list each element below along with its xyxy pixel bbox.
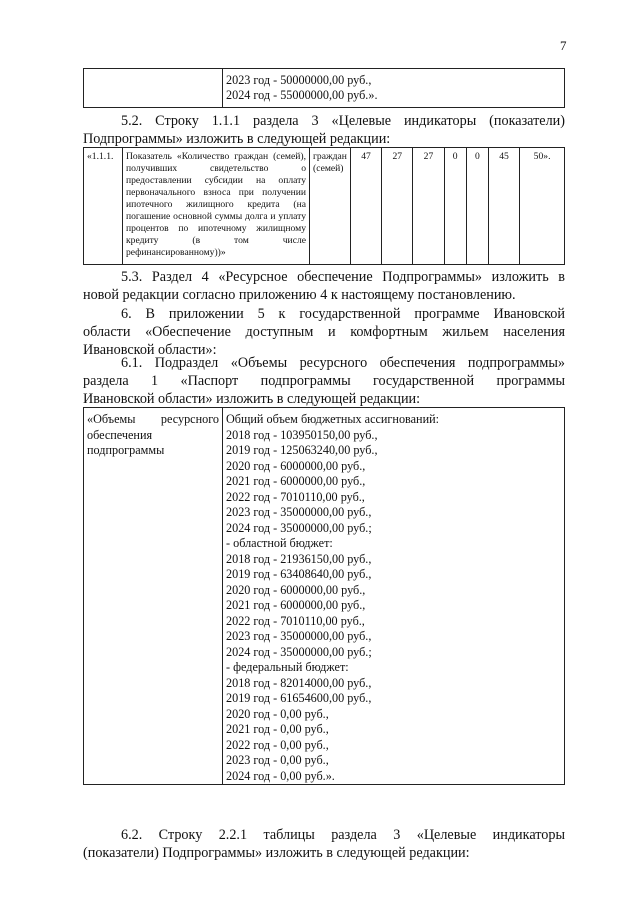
- indicator-value: 47: [350, 148, 381, 265]
- resource-line: 2018 год - 21936150,00 руб.,: [226, 551, 372, 566]
- page-number: 7: [560, 38, 567, 53]
- paragraph-line: 6.2. Строку 2.2.1 таблицы раздела 3 «Целевые индикаторы: [121, 827, 565, 843]
- indicator-table: [83, 147, 565, 265]
- resource-line: 2023 год - 0,00 руб.,: [226, 753, 329, 767]
- paragraph-line: Подпрограммы» изложить в следующей редакции:: [83, 131, 391, 147]
- indicator-value: 27: [413, 148, 444, 265]
- paragraph-line: 5.3. Раздел 4 «Ресурсное обеспечение Подпрограммы» изложить в: [121, 269, 565, 285]
- resource-line: 2023 год - 35000000,00 руб.,: [226, 629, 372, 643]
- resource-line: 2023 год - 35000000,00 руб.,: [226, 505, 372, 519]
- paragraph-line: Ивановской области» изложить в следующей редакции:: [83, 391, 421, 407]
- resource-line: 2024 год - 0,00 руб.».: [226, 768, 335, 783]
- empty-label-cell: [84, 69, 223, 108]
- paragraph-line: Ивановской области»:: [83, 342, 217, 358]
- label-line: обеспечения: [87, 427, 153, 442]
- resource-line: 2019 год - 61654600,00 руб.,: [226, 691, 372, 705]
- resource-line: 2021 год - 6000000,00 руб.,: [226, 598, 366, 612]
- resource-line: 2018 год - 103950150,00 руб.,: [226, 427, 378, 442]
- resource-line: Общий объем бюджетных ассигнований:: [226, 412, 439, 426]
- paragraph-line: области «Обеспечение доступным и комфортным жильем населения: [83, 324, 565, 340]
- resource-line: 2022 год - 0,00 руб.,: [226, 737, 329, 752]
- paragraph-6: [83, 305, 565, 359]
- resource-line: 2024 год - 35000000,00 руб.;: [226, 520, 372, 535]
- resource-line: 2019 год - 125063240,00 руб.,: [226, 443, 378, 457]
- indicator-value: 50».: [520, 148, 565, 265]
- indicator-value: 45: [488, 148, 519, 265]
- indicator-unit: граждан (семей): [310, 148, 351, 265]
- resource-line: 2018 год - 82014000,00 руб.,: [226, 675, 372, 690]
- indicator-value: 0: [466, 148, 488, 265]
- resource-line: 2022 год - 7010110,00 руб.,: [226, 613, 365, 628]
- resource-line: 2020 год - 0,00 руб.,: [226, 706, 329, 721]
- paragraph-line: 6.1. Подраздел «Объемы ресурсного обеспечения подпрограммы»: [121, 355, 565, 371]
- resource-label: [84, 408, 223, 785]
- table-row: [84, 408, 565, 785]
- paragraph-line: (показатели) Подпрограммы» изложить в следующей редакции:: [83, 845, 470, 861]
- resource-line: 2021 год - 6000000,00 руб.,: [226, 474, 366, 488]
- paragraph-6-2: [83, 826, 565, 862]
- financing-cell: [223, 69, 565, 108]
- resource-line: 2024 год - 35000000,00 руб.;: [226, 644, 372, 659]
- paragraph-line: 6. В приложении 5 к государственной программе Ивановской: [121, 306, 565, 322]
- resource-line: 2022 год - 7010110,00 руб.,: [226, 489, 365, 504]
- indicator-number: «1.1.1.: [84, 148, 123, 265]
- indicator-value: 27: [382, 148, 413, 265]
- resource-line: 2020 год - 6000000,00 руб.,: [226, 582, 366, 597]
- resource-table: [83, 407, 565, 785]
- paragraph-5-3: [83, 268, 565, 304]
- paragraph-5-2: [83, 112, 565, 148]
- resource-line: 2021 год - 0,00 руб.,: [226, 722, 329, 736]
- paragraph-line: 5.2. Строку 1.1.1 раздела 3 «Целевые индикаторы (показатели): [121, 113, 565, 129]
- financing-table-continuation: [83, 68, 565, 108]
- paragraph-line: раздела 1 «Паспорт подпрограммы государственной программы: [83, 373, 565, 389]
- label-line: «Объемы ресурсного: [87, 412, 219, 426]
- table-row: [84, 148, 565, 265]
- indicator-value: 0: [444, 148, 466, 265]
- paragraph-6-1: [83, 354, 565, 408]
- resource-line: 2019 год - 63408640,00 руб.,: [226, 567, 372, 581]
- resource-line: - областной бюджет:: [226, 536, 333, 550]
- financing-line: 2023 год - 50000000,00 руб.,: [226, 73, 372, 87]
- resource-line: 2020 год - 6000000,00 руб.,: [226, 458, 366, 473]
- indicator-name: Показатель «Количество граждан (семей), получивших свидетельство о предоставлении субсидии на оплату первоначального взноса при получении ипотечного жилищного кредита (на погашение основной суммы долга и уплату процентов по ипотечному жилищному кредиту (в том числе рефинансированному))»: [123, 148, 310, 265]
- resource-values: [223, 408, 565, 785]
- paragraph-line: новой редакции согласно приложению 4 к настоящему постановлению.: [83, 287, 516, 303]
- resource-line: - федеральный бюджет:: [226, 660, 349, 674]
- label-line: подпрограммы: [87, 443, 165, 457]
- financing-line: 2024 год - 55000000,00 руб.».: [226, 88, 378, 102]
